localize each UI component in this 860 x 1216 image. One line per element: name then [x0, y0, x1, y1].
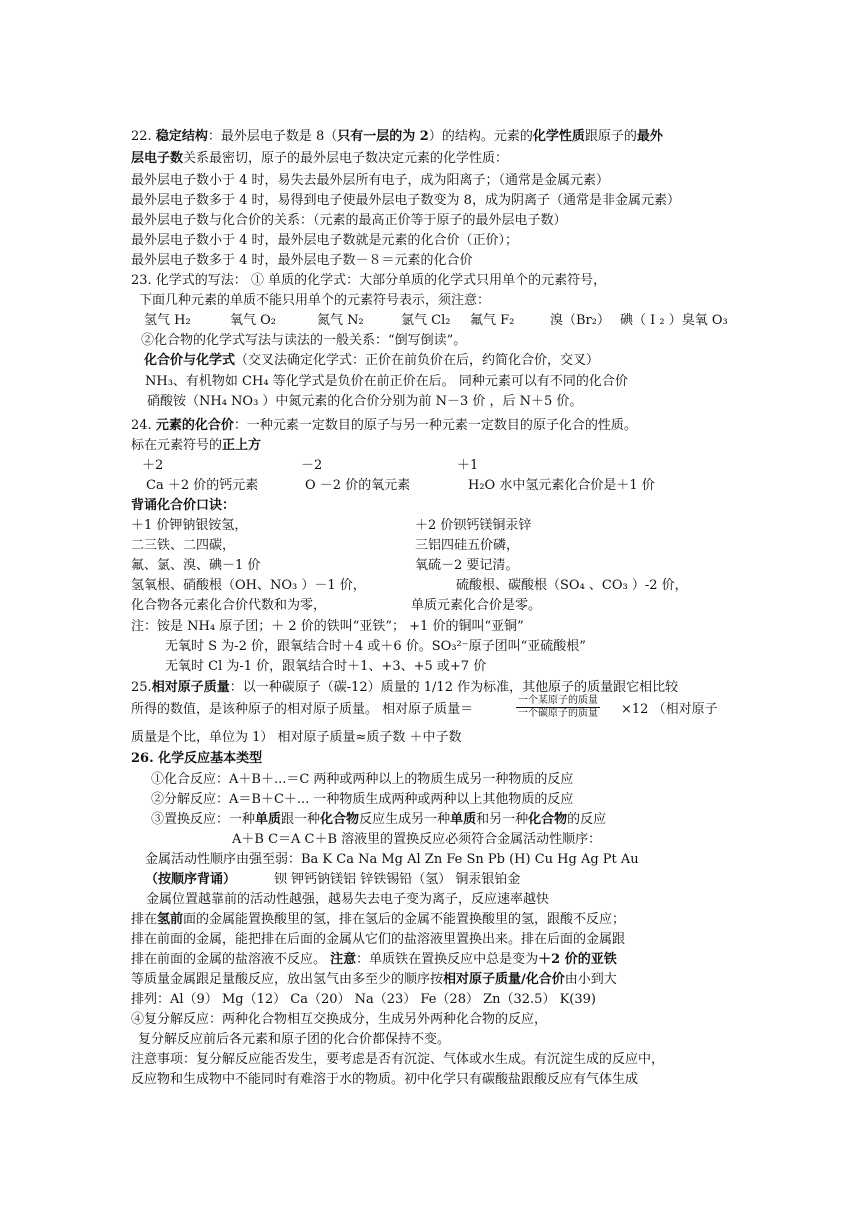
s22-line-1	[131, 128, 663, 146]
s22-bold-b: 化学性质	[532, 129, 585, 144]
s24-term: 元素的化合价	[155, 418, 234, 433]
r3-e: 反应生成另一种	[359, 812, 451, 827]
activity-names: 钡 钾钙钠镁铝 锌铁锡铅（氢） 铜汞银铂金	[274, 872, 521, 887]
s25-text: ：以一种碳原子（碳-12）质量的 1/12 作为标准，其他原子的质量跟它相比较	[229, 680, 679, 695]
displacement-formula: A＋B C＝A C＋B 溶液里的置换反应必须符合金属活动性顺序：	[232, 832, 602, 847]
p5-a: 等质量金属跟足量酸反应，放出氢气由多至少的顺序按	[131, 972, 444, 987]
double-displacement: ④复分解反应：两种化合物相互交换成分，生成另外两种化合物的反应，	[131, 1012, 548, 1027]
s25-term: 相对原子质量	[151, 680, 230, 695]
r3-f: 单质	[450, 812, 477, 827]
metal-order-list: 排列：Al（9） Mg（12） Ca（20） Na（23） Fe（28） Zn（32.5） K(39)	[131, 992, 596, 1007]
s22-bold-a: 只有一层的为 2	[337, 129, 429, 144]
r3-c: 跟一种	[281, 812, 321, 827]
s22-bold-c: 最外	[636, 129, 663, 144]
s22-text-b: ）的结构。元素的	[428, 129, 533, 144]
s25-line-2a: 所得的数值，是该种原子的相对原子质量。 相对原子质量＝	[131, 702, 474, 717]
metal-note-5	[131, 971, 617, 989]
s22-text-c: 跟原子的	[584, 129, 637, 144]
s25-line-3: 质量是个比，单位为 1） 相对原子质量≈质子数 ＋中子数	[131, 730, 462, 745]
gas-o2: 氧气 O₂	[230, 313, 277, 328]
metal-note-4	[131, 951, 617, 969]
s22-bold-d: 层电子数	[131, 151, 184, 166]
activity-series-cn	[145, 871, 520, 889]
gas-i2-o3: 碘（ I ₂ ）臭氧 O₃	[620, 313, 728, 328]
s22-line-2	[131, 150, 508, 168]
s23-line-5	[144, 352, 599, 370]
s23-line-7: 硝酸铵（NH₄ NO₃ ）中氮元素的化合价分别为前 N－3 价 ，后 N＋5 价。	[147, 394, 583, 409]
r3-i: 的反应	[567, 812, 607, 827]
reaction-displacement	[151, 811, 606, 829]
gas-cl2: 氯气 Cl₂	[401, 313, 451, 328]
gas-h2: 氢气 H₂	[144, 313, 191, 328]
reaction-decomposition: ②分解反应：A＝B＋C＋... 一种物质生成两种或两种以上其他物质的反应	[151, 792, 574, 807]
s22-text-d: 关系最密切，原子的最外层电子数决定元素的化学性质：	[183, 151, 509, 166]
fraction-denominator: 一个碳原子的质量	[518, 708, 598, 719]
p4-c: ：单质铁在置换反应中总是变为	[356, 952, 539, 967]
r3-b: 单质	[255, 812, 282, 827]
s25-line-2b: ×12 （相对原子	[621, 702, 718, 717]
s23-line-2: 下面几种元素的单质不能只用单个的元素符号表示，须注意：	[139, 293, 491, 308]
example-h2o: H₂O 水中氢元素化合价是＋1 价	[468, 478, 655, 493]
double-displacement-note: 复分解反应前后各元素和原子团的化合价都保持不变。	[138, 1032, 451, 1047]
gas-n2: 氮气 N₂	[317, 313, 364, 328]
p4-b: 注意	[330, 952, 357, 967]
s24-number: 24.	[131, 418, 156, 433]
note-line-1: 注：铵是 NH₄ 原子团；＋ 2 价的铁叫“亚铁”； +1 价的铜叫“亚铜”	[131, 619, 524, 634]
note-line-2: 无氧时 S 为-2 价，跟氧结合时＋4 或＋6 价。SO₃²⁻原子团叫“亚硫酸根”	[165, 639, 586, 654]
s22-line-5: 最外层电子数与化合价的关系：（元素的最高正价等于原子的最外层电子数）	[131, 213, 567, 228]
mnemonic-1b: ＋2 价钡钙镁铜汞锌	[415, 518, 532, 533]
s24-text-b: 标在元素符号的	[131, 438, 223, 453]
s26-title: 26. 化学反应基本类型	[131, 751, 263, 766]
fraction-numerator: 一个某原子的质量	[518, 695, 598, 706]
s24-line-1	[131, 417, 637, 435]
p4-a: 排在前面的金属的盐溶液不反应。	[131, 952, 331, 967]
mnemonic-3b: 氧硫－2 要记清。	[415, 558, 519, 573]
mnemonic-4a: 氢氧根、硝酸根（OH、NO₃ ）－1 价，	[131, 578, 366, 593]
p2-a: 排在	[131, 912, 158, 927]
valence-plus1: ＋1	[457, 458, 479, 473]
note-line-3: 无氧时 Cl 为-1 价，跟氧结合时＋1、+3、+5 或+7 价	[165, 659, 487, 674]
s22-line-3: 最外层电子数小于 4 时，易失去最外层所有电子，成为阳离子；（通常是金属元素）	[131, 173, 610, 188]
s23-line-6: NH₃、有机物如 CH₄ 等化学式是负价在前正价在后。 同种元素可以有不同的化合价	[145, 374, 628, 389]
mnemonic-4b: 硫酸根、碳酸根（SO₄ 、CO₃ ）-2 价，	[456, 578, 688, 593]
s22-term: 稳定结构	[155, 129, 208, 144]
r3-a: ③置换反应：一种	[151, 812, 256, 827]
s25-number: 25.	[131, 680, 152, 695]
s23-line-1: 23. 化学式的写法： ① 单质的化学式：大部分单质的化学式只用单个的元素符号，	[131, 273, 607, 288]
p2-b: 氢前	[157, 912, 184, 927]
mnemonic-5a: 化合物各元素化合价代数和为零，	[131, 598, 327, 613]
p5-c: 由小到大	[564, 972, 617, 987]
activity-series: 金属活动性顺序由强至弱：Ba K Ca Na Mg Al Zn Fe Sn Pb (H) Cu Hg Ag Pt Au	[145, 852, 639, 867]
s22-text-a: ：最外层电子数是 8（	[207, 129, 338, 144]
valence-minus2: －2	[301, 458, 323, 473]
metal-note-3: 排在前面的金属，能把排在后面的金属从它们的盐溶液里置换出来。排在后面的金属跟	[131, 932, 626, 947]
attention-line-1: 注意事项：复分解反应能否发生，要考虑是否有沉淀、气体或水生成。有沉淀生成的反应中，	[131, 1052, 665, 1067]
p5-b: 相对原子质量/化合价	[443, 972, 565, 987]
p4-d: ＋2 价的亚铁	[538, 952, 617, 967]
example-o: O －2 价的氧元素	[305, 478, 411, 493]
s22-line-4: 最外层电子数多于 4 时，易得到电子使最外层电子数变为 8，成为阴离子（通常是非金属元素）	[131, 193, 680, 208]
s24-bold-b: 正上方	[222, 438, 262, 453]
s22-line-6: 最外层电子数小于 4 时，最外层电子数就是元素的化合价（正价）；	[131, 233, 519, 248]
mnemonic-2a: 二三铁、二四碳，	[131, 538, 236, 553]
s23-text-e: （交叉法确定化学式：正价在前负价在后，约简化合价，交叉）	[235, 353, 600, 368]
s22-number: 22.	[131, 129, 156, 144]
reaction-combination: ①化合反应：A＋B＋...＝C 两种或两种以上的物质生成另一种物质的反应	[151, 772, 574, 787]
mnemonic-1a: ＋1 价钾钠银铵氢，	[131, 518, 248, 533]
mnemonic-5b: 单质元素化合价是零。	[411, 598, 542, 613]
mnemonic-3a: 氟、氯、溴、碘－1 价	[131, 558, 261, 573]
gas-f2: 氟气 F₂	[470, 313, 515, 328]
p2-c: 面的金属能置换酸里的氢，排在氢后的金属不能置换酸里的氢，跟酸不反应；	[183, 912, 626, 927]
valence-plus2: ＋2	[142, 458, 164, 473]
s23-bold-term: 化合价与化学式	[144, 353, 236, 368]
example-ca: Ca ＋2 价的钙元素	[146, 478, 259, 493]
recite-in-order: （按顺序背诵）	[145, 872, 237, 887]
r3-d: 化合物	[320, 812, 360, 827]
s24-line-2	[131, 437, 261, 455]
s23-line-4: ②化合物的化学式写法与读法的一般关系：“倒写倒读”。	[141, 333, 467, 348]
metal-note-2	[131, 911, 625, 929]
s22-line-7: 最外层电子数多于 4 时，最外层电子数－８＝元素的化合价	[131, 253, 473, 268]
mnemonic-2b: 三铝四硅五价磷，	[415, 538, 520, 553]
relative-mass-fraction	[516, 695, 600, 720]
metal-note-1: 金属位置越靠前的活动性越强，越易失去电子变为离子，反应速率越快	[146, 892, 550, 907]
r3-h: 化合物	[528, 812, 568, 827]
gas-br2: 溴（Br₂）	[550, 313, 610, 328]
s24-text: ：一种元素一定数目的原子与另一种元素一定数目的原子化合的性质。	[233, 418, 637, 433]
attention-line-2: 反应物和生成物中不能同时有难溶于水的物质。初中化学只有碳酸盐跟酸反应有气体生成	[131, 1072, 639, 1087]
r3-g: 和另一种	[476, 812, 529, 827]
mnemonic-title: 背诵化合价口诀：	[131, 498, 236, 513]
